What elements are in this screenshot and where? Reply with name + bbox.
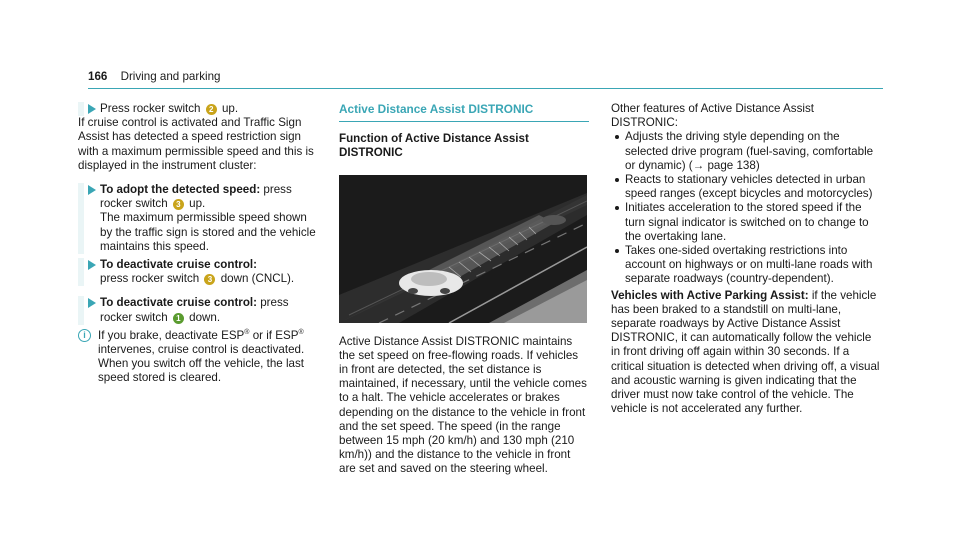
header-rule	[88, 88, 883, 89]
step-deactivate-cncl: To deactivate cruise control: press rocker switch 3 down (CNCL).	[78, 258, 318, 286]
section-name: Driving and parking	[120, 70, 221, 83]
step-arrow-icon	[88, 104, 96, 114]
page-header	[88, 70, 220, 84]
column-middle	[339, 102, 589, 477]
list-item: Adjusts the driving style depending on the selected drive program (fuel-saving, comfortable or dynamic) (→ page 138)	[611, 130, 881, 173]
rocker-switch-3-icon: 3	[204, 274, 215, 285]
page-number: 166	[88, 70, 108, 83]
rocker-switch-1-icon: 1	[173, 313, 184, 324]
features-intro: Other features of Active Distance Assist DISTRONIC:	[611, 102, 814, 130]
bullet-icon	[615, 206, 619, 210]
column-right	[611, 102, 881, 416]
step-arrow-icon	[88, 185, 96, 195]
distronic-illustration	[339, 175, 587, 323]
bullet-icon	[615, 178, 619, 182]
column-left	[78, 102, 318, 386]
step-press-rocker: Press rocker switch 2 up.	[78, 102, 318, 116]
active-parking-assist-paragraph: Vehicles with Active Parking Assist: if the vehicle has been braked to a standstill on multi-lane, separate roadways by Active Distance Assist DISTRONIC, it can automatically follow the vehicle in front driving off again within 30 seconds. If a critical situation is detected when driving off, a visual and acoustic warning is given indicating that the driver must now take control of the vehicle. The vehicle is not accelerated any further.	[611, 288, 880, 416]
list-item: Takes one-sided overtaking restrictions into account on highways or on multi-lane roads with separate roadways (country-dependent).	[611, 244, 881, 287]
info-icon: i	[78, 329, 91, 342]
traffic-sign-paragraph: If cruise control is activated and Traffic Sign Assist has detected a speed restriction sign with a maximum permissible speed and this is displayed in the instrument cluster:	[78, 116, 314, 172]
sub-title: Function of Active Distance Assist DISTRONIC	[339, 132, 529, 160]
section-title: Active Distance Assist DISTRONIC	[339, 102, 534, 116]
bullet-icon	[615, 135, 619, 139]
info-note: i If you brake, deactivate ESP® or if ESP® intervenes, cruise control is deactivated. When you switch off the vehicle, the last speed stored is cleared.	[78, 329, 318, 386]
step-arrow-icon	[88, 298, 96, 308]
rocker-switch-3-icon: 3	[173, 199, 184, 210]
bullet-icon	[615, 249, 619, 253]
rocker-switch-2-icon: 2	[206, 104, 217, 115]
list-item: Reacts to stationary vehicles detected in urban speed ranges (except bicycles and motorcycles)	[611, 173, 881, 201]
step-adopt-speed: To adopt the detected speed: press rocker switch 3 up. The maximum permissible speed shown by the traffic sign is stored and the vehicle maintains this speed.	[78, 183, 318, 254]
section-rule	[339, 121, 589, 122]
distronic-description: Active Distance Assist DISTRONIC maintains the set speed on free-flowing roads. If vehicles in front are detected, the set distance is maintained, if necessary, until the vehicle comes to a halt. The vehicle accelerates or brakes depending on the distance to the vehicle in front and the set speed. The speed (in the range between 15 mph (20 km/h) and 130 mph (210 km/h)) and the distance to the vehicle in front are set and saved on the steering wheel.	[339, 334, 587, 476]
list-item: Initiates acceleration to the stored speed if the turn signal indicator is switched on to change to the overtaking lane.	[611, 201, 881, 244]
features-list	[611, 130, 881, 286]
step-deactivate-down: To deactivate cruise control: press rocker switch 1 down.	[78, 296, 318, 324]
step-arrow-icon	[88, 260, 96, 270]
highway-car-image	[339, 175, 587, 323]
